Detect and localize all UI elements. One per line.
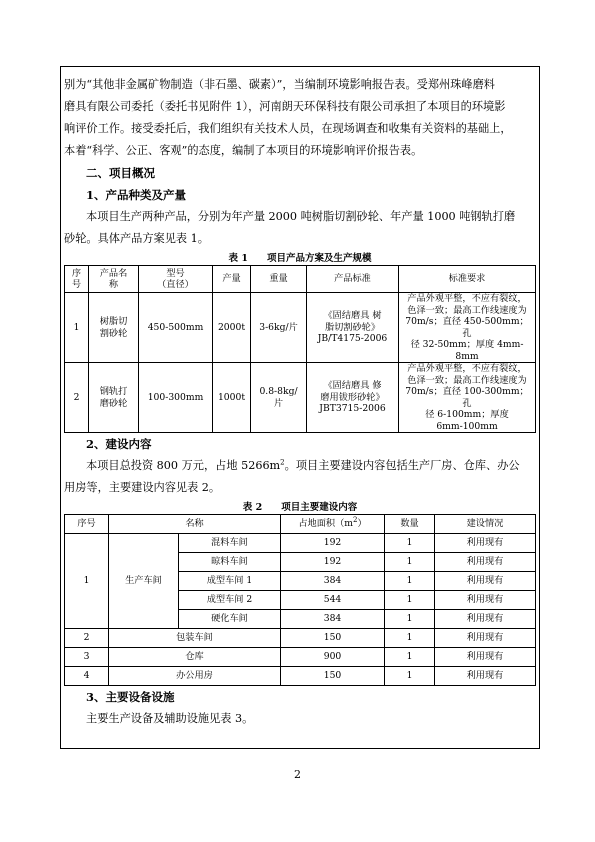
cell-name: 仓库 bbox=[109, 648, 281, 667]
subsection-heading-products: 1、产品种类及产量 bbox=[86, 188, 187, 202]
cell-area: 150 bbox=[281, 629, 385, 648]
header-seq: 序号 bbox=[65, 515, 109, 534]
header-name: 名称 bbox=[109, 515, 281, 534]
cell-seq: 3 bbox=[65, 648, 109, 667]
header-output: 产量 bbox=[213, 266, 251, 293]
cell-area: 192 bbox=[281, 553, 385, 572]
cell-seq: 2 bbox=[65, 363, 89, 433]
cell-name: 混料车间 bbox=[179, 534, 281, 553]
cell-area: 192 bbox=[281, 534, 385, 553]
page-number: 2 bbox=[294, 768, 301, 781]
cell-qty: 1 bbox=[385, 572, 435, 591]
cell-area: 900 bbox=[281, 648, 385, 667]
superscript: 2 bbox=[280, 458, 285, 467]
header-name: 产品名 称 bbox=[89, 266, 139, 293]
cell-status: 利用现有 bbox=[435, 534, 536, 553]
header-weight: 重量 bbox=[251, 266, 307, 293]
header-qty: 数量 bbox=[385, 515, 435, 534]
cell-output: 2000t bbox=[213, 293, 251, 363]
cell-area: 384 bbox=[281, 572, 385, 591]
paragraph-construction-line: 用房等，主要建设内容见表 2。 bbox=[64, 481, 221, 494]
table-row bbox=[65, 293, 536, 363]
cell-name: 钢轨打 磨砂轮 bbox=[89, 363, 139, 433]
cell-weight: 3-6kg/片 bbox=[251, 293, 307, 363]
cell-seq: 1 bbox=[65, 293, 89, 363]
cell-qty: 1 bbox=[385, 591, 435, 610]
investment-text-cont: 。项目主要建设内容包括生产厂房、仓库、办公 bbox=[284, 459, 520, 472]
table1-caption: 表 1 项目产品方案及生产规模 bbox=[228, 253, 372, 264]
table-row bbox=[65, 363, 536, 433]
cell-status: 利用现有 bbox=[435, 591, 536, 610]
cell-qty: 1 bbox=[385, 610, 435, 629]
header-status: 建设情况 bbox=[435, 515, 536, 534]
subsection-heading-equipment: 3、主要设备设施 bbox=[86, 690, 175, 704]
paragraph-intro-line: 响评价工作。接受委托后，我们组织有关技术人员，在现场调查和收集有关资料的基础上， bbox=[64, 122, 512, 135]
cell-name: 树脂切 割砂轮 bbox=[89, 293, 139, 363]
cell-status: 利用现有 bbox=[435, 572, 536, 591]
investment-text: 本项目总投资 800 万元，占地 5266m bbox=[86, 459, 281, 472]
section-heading-overview: 二、项目概况 bbox=[86, 166, 155, 180]
product-table bbox=[64, 265, 536, 433]
cell-weight: 0.8-8kg/ 片 bbox=[251, 363, 307, 433]
document-body bbox=[64, 74, 536, 730]
construction-table bbox=[64, 514, 536, 686]
cell-group-name: 生产车间 bbox=[109, 534, 179, 629]
cell-name: 包装车间 bbox=[109, 629, 281, 648]
cell-status: 利用现有 bbox=[435, 629, 536, 648]
cell-requirement: 产品外观平整，不应有裂纹， 色泽一致；最高工作线速度为 70m/s；直径 450-500mm；孔 径 32-50mm；厚度 4mm-8mm bbox=[399, 293, 536, 363]
cell-requirement: 产品外观平整，不应有裂纹， 色泽一致；最高工作线速度为 70m/s；直径 100-300mm；孔 径 6-100mm；厚度 6mm-100mm bbox=[399, 363, 536, 433]
cell-status: 利用现有 bbox=[435, 610, 536, 629]
cell-model: 100-300mm bbox=[139, 363, 213, 433]
paragraph-construction-line bbox=[64, 455, 536, 477]
cell-qty: 1 bbox=[385, 648, 435, 667]
cell-standard: 《固结磨具 修 磨用钹形砂轮》 JBT3715-2006 bbox=[307, 363, 399, 433]
cell-model: 450-500mm bbox=[139, 293, 213, 363]
cell-status: 利用现有 bbox=[435, 648, 536, 667]
table-header-row bbox=[65, 266, 536, 293]
table-row bbox=[65, 534, 536, 553]
cell-seq: 2 bbox=[65, 629, 109, 648]
cell-name: 办公用房 bbox=[109, 667, 281, 686]
cell-name: 成型车间 2 bbox=[179, 591, 281, 610]
cell-area: 150 bbox=[281, 667, 385, 686]
cell-name: 硬化车间 bbox=[179, 610, 281, 629]
header-standard: 产品标准 bbox=[307, 266, 399, 293]
cell-qty: 1 bbox=[385, 629, 435, 648]
paragraph-products-line: 本项目生产两种产品，分别为年产量 2000 吨树脂切割砂轮、年产量 1000 吨钢轨打磨 bbox=[86, 210, 516, 223]
paragraph-intro-line: 磨具有限公司委托（委托书见附件 1），河南朗天环保科技有限公司承担了本项目的环境影 bbox=[64, 100, 506, 113]
cell-output: 1000t bbox=[213, 363, 251, 433]
table-row bbox=[65, 648, 536, 667]
header-seq: 序 号 bbox=[65, 266, 89, 293]
cell-seq: 1 bbox=[65, 534, 109, 629]
cell-seq: 4 bbox=[65, 667, 109, 686]
paragraph-intro-line: 别为“其他非金属矿物制造（非石墨、碳素）”，当编制环境影响报告表。受郑州珠峰磨料 bbox=[64, 78, 495, 91]
table-row bbox=[65, 667, 536, 686]
table2-caption: 表 2 项目主要建设内容 bbox=[242, 502, 358, 513]
cell-status: 利用现有 bbox=[435, 667, 536, 686]
cell-qty: 1 bbox=[385, 553, 435, 572]
cell-name: 成型车间 1 bbox=[179, 572, 281, 591]
cell-qty: 1 bbox=[385, 667, 435, 686]
paragraph-products-line: 砂轮。具体产品方案见表 1。 bbox=[64, 232, 209, 245]
header-requirement: 标准要求 bbox=[399, 266, 536, 293]
header-model: 型号 （直径） bbox=[139, 266, 213, 293]
table-header-row bbox=[65, 515, 536, 534]
cell-area: 384 bbox=[281, 610, 385, 629]
cell-standard: 《固结磨具 树 脂切割砂轮》 JB/T4175-2006 bbox=[307, 293, 399, 363]
header-area: 占地面积$(m^2)$ bbox=[281, 515, 385, 534]
paragraph-equipment: 主要生产设备及辅助设施见表 3。 bbox=[86, 712, 254, 725]
table-row bbox=[65, 629, 536, 648]
paragraph-intro-line: 本着“科学、公正、客观”的态度，编制了本项目的环境影响评价报告表。 bbox=[64, 144, 423, 157]
subsection-heading-construction: 2、建设内容 bbox=[86, 437, 152, 451]
cell-name: 晾料车间 bbox=[179, 553, 281, 572]
cell-area: 544 bbox=[281, 591, 385, 610]
cell-status: 利用现有 bbox=[435, 553, 536, 572]
cell-qty: 1 bbox=[385, 534, 435, 553]
